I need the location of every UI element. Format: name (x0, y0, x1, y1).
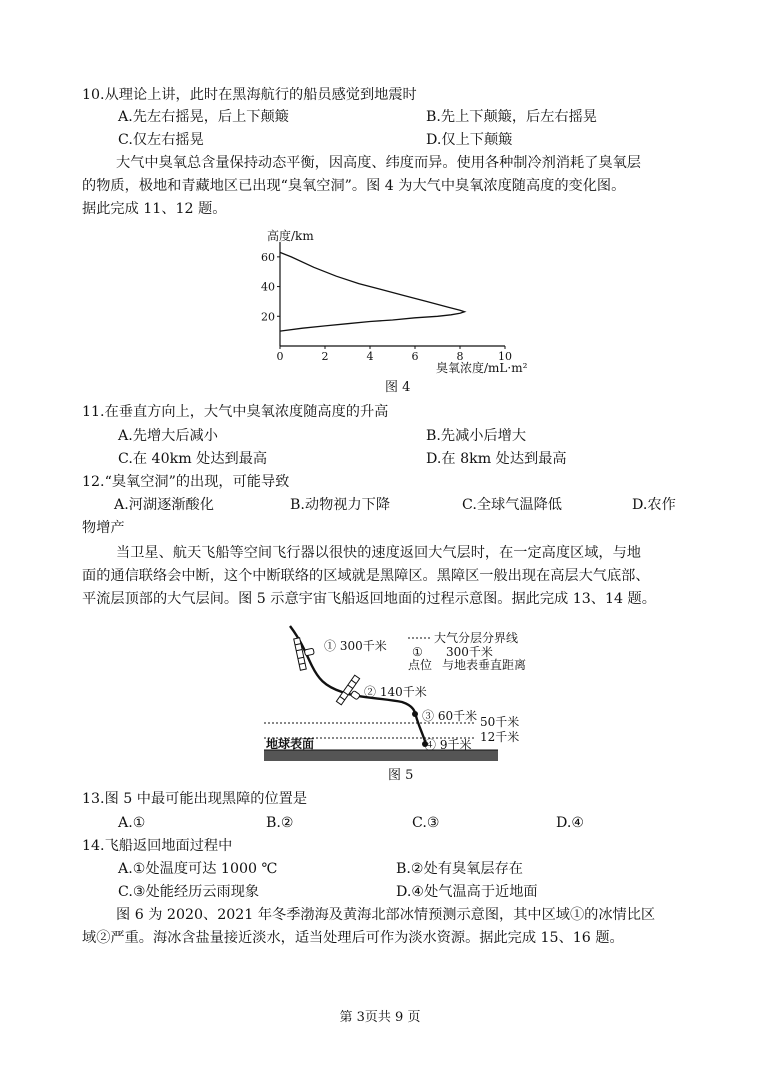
q14-option-d: D.④处气温高于近地面 (396, 884, 538, 900)
point-3-marker (412, 711, 418, 717)
point-1-label: ① 300千米 (324, 639, 387, 653)
q13-stem: 13.图 5 中最可能出现黑障的位置是 (82, 791, 308, 807)
legend-distance-sample: 300千米 (446, 645, 493, 659)
q12-option-a: A.河湖逐渐酸化 (114, 497, 214, 513)
q12-option-d-continued: 物增产 (82, 520, 125, 536)
x-tick-label: 10 (498, 350, 512, 363)
q12-option-d: D.农作 (632, 497, 676, 513)
intro3-line1: 图 6 为 2020、2021 年冬季渤海及黄海北部冰情预测示意图，其中区域①的冰情比区 (116, 907, 656, 923)
q12-stem: 12.“臭氧空洞”的出现，可能导致 (82, 474, 290, 490)
q14-stem: 14.飞船返回地面过程中 (82, 838, 233, 854)
intro3-line2: 域②严重。海冰含盐量接近淡水，适当处理后可作为淡水资源。据此完成 15、16 题。 (82, 930, 624, 946)
spacecraft-icon-1 (294, 635, 317, 670)
q12-option-c: C.全球气温降低 (462, 497, 562, 513)
fig5-caption: 图 5 (388, 768, 414, 783)
intro1-line3: 据此完成 11、12 题。 (82, 201, 227, 217)
q14-option-c: C.③处能经历云雨现象 (118, 884, 260, 900)
point-3-label: ③ 60千米 (422, 709, 478, 723)
q11-option-d: D.在 8km 处达到最高 (426, 451, 567, 467)
x-tick-label: 0 (276, 350, 284, 363)
q10-stem: 10.从理论上讲，此时在黑海航行的船员感觉到地震时 (82, 87, 417, 103)
q10-option-b: B.先上下颠簸，后左右摇晃 (426, 109, 597, 125)
layer-label-12km: 12千米 (480, 730, 520, 744)
q13-option-c: C.③ (412, 815, 440, 831)
q14-option-a: A.①处温度可达 1000 ℃ (118, 861, 278, 877)
q11-option-a: A.先增大后减小 (118, 428, 218, 444)
ozone-concentration-curve (280, 252, 465, 331)
q11-option-b: B.先减小后增大 (426, 428, 527, 444)
y-axis-label: 高度/km (267, 229, 314, 243)
y-tick-label: 20 (261, 310, 275, 324)
q11-option-c: C.在 40km 处达到最高 (118, 451, 268, 467)
q11-stem: 11.在垂直方向上，大气中臭氧浓度随高度的升高 (82, 404, 389, 420)
chart-plot-area (261, 228, 528, 375)
point-2-label: ② 140千米 (364, 685, 427, 699)
q10-option-c: C.仅左右摇晃 (118, 132, 204, 148)
q10-option-a: A.先左右摇晃，后上下颠簸 (118, 109, 289, 125)
q13-option-d: D.④ (556, 815, 585, 831)
x-tick-label: 8 (456, 350, 464, 363)
x-tick-label: 6 (411, 350, 419, 363)
legend-point-label: 点位 (408, 658, 433, 672)
q10-option-d: D.仅上下颠簸 (426, 132, 513, 148)
legend-distance-desc: 与地表垂直距离 (442, 658, 527, 672)
y-tick-labels (261, 251, 280, 323)
layer-label-50km: 50千米 (480, 715, 520, 729)
spacecraft-return-diagram (262, 624, 542, 766)
x-axis-label: 臭氧浓度/mL·m² (436, 361, 528, 375)
point-4-label: ④ 9千米 (424, 738, 472, 752)
intro2-line1: 当卫星、航天飞船等空间飞行器以很快的速度返回大气层时，在一定高度区域，与地 (116, 545, 641, 561)
q13-option-a: A.① (118, 815, 146, 831)
q14-option-b: B.②处有臭氧层存在 (396, 861, 523, 877)
q12-option-b: B.动物视力下降 (290, 497, 391, 513)
x-tick-label: 2 (321, 350, 329, 363)
intro2-line2: 面的通信联络会中断，这个中断联络的区域就是黑障区。黑障区一般出现在高层大气底部、 (82, 568, 650, 584)
intro1-line1: 大气中臭氧总含量保持动态平衡，因高度、纬度而异。使用各种制冷剂消耗了臭氧层 (116, 155, 641, 171)
earth-surface-label: 地球表面 (266, 737, 315, 751)
ozone-chart (250, 224, 550, 382)
q13-option-b: B.② (266, 815, 294, 831)
legend-layer-boundary: 大气分层分界线 (434, 631, 519, 645)
fig4-caption: 图 4 (385, 380, 411, 395)
page-footer: 第 3页共 9 页 (339, 1010, 421, 1025)
legend-point-number: ① (412, 645, 423, 659)
intro2-line3: 平流层顶部的大气层间。图 5 示意宇宙飞船返回地面的过程示意图。据此完成 13、14 题。 (82, 591, 656, 607)
x-tick-label: 4 (366, 350, 374, 363)
y-tick-label: 60 (261, 250, 275, 264)
intro1-line2: 的物质，极地和青藏地区已出现“臭氧空洞”。图 4 为大气中臭氧浓度随高度的变化图。 (82, 178, 626, 194)
y-tick-label: 40 (261, 280, 275, 294)
